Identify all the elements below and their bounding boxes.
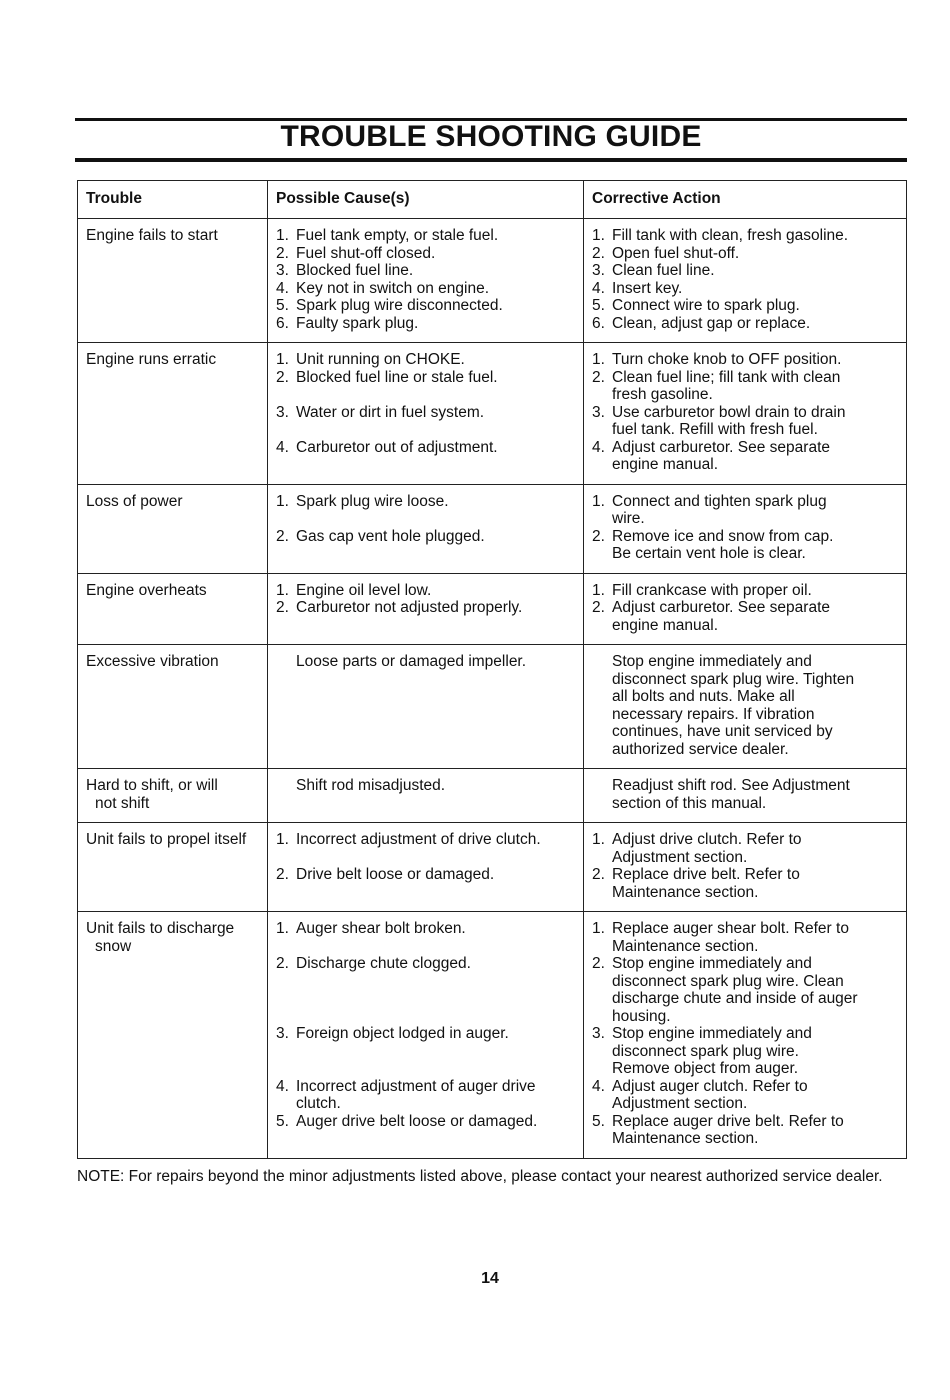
action-text-line: Connect and tighten spark plug: [612, 492, 827, 510]
action-text-line: Adjust carburetor. See separate: [612, 599, 830, 616]
cause-item-number: 2.: [276, 527, 289, 545]
action-item-number: 3.: [592, 1025, 605, 1042]
cause-item-number: 1.: [276, 227, 289, 244]
action-item-text: [612, 866, 898, 901]
action-item-number: 1.: [592, 831, 605, 848]
header-corrective-action: Corrective Action: [584, 181, 907, 219]
page-number: 14: [481, 1270, 499, 1287]
cause-text-line: Spark plug wire disconnected.: [296, 297, 503, 314]
cause-text-line: Fuel tank empty, or stale fuel.: [296, 227, 499, 244]
action-item: [592, 262, 898, 280]
action-item-number: 6.: [592, 314, 605, 332]
action-item: [592, 831, 898, 866]
cause-text-line: Loose parts or damaged impeller.: [296, 653, 527, 670]
action-item-text: [612, 262, 898, 280]
action-item: [592, 493, 898, 528]
cause-item-text: [296, 528, 575, 546]
action-text-line: disconnect spark plug wire. Tighten: [612, 670, 855, 688]
title-rule-bottom: [75, 158, 907, 162]
cause-text-line: Engine oil level low.: [296, 581, 432, 599]
action-item: [592, 653, 898, 758]
action-item-number: 4.: [592, 438, 605, 456]
action-text-line: engine manual.: [612, 456, 718, 473]
action-item-number: [592, 777, 612, 812]
action-item-number: 2.: [592, 866, 605, 883]
cause-cell: [268, 484, 584, 573]
cause-text-line: Carburetor out of adjustment.: [296, 438, 498, 456]
action-item: [592, 439, 898, 474]
action-text-line: Clean fuel line; fill tank with clean: [612, 368, 841, 386]
action-item-text: [612, 297, 898, 315]
cause-item-number: 1.: [276, 831, 289, 848]
action-item-text: [612, 404, 898, 439]
action-text-line: Maintenance section.: [612, 883, 759, 901]
action-text-line: Adjustment section.: [612, 848, 748, 866]
action-cell: [584, 219, 907, 343]
cause-item: [276, 351, 575, 369]
action-item: [592, 315, 898, 333]
action-text-line: Insert key.: [612, 279, 683, 297]
cause-item-number: 2.: [276, 244, 289, 262]
cause-text-line: Spark plug wire loose.: [296, 492, 449, 510]
cause-item-number: 2.: [276, 368, 289, 386]
cause-item: [276, 955, 575, 973]
action-item-number: 3.: [592, 262, 605, 279]
action-text-line: Maintenance section.: [612, 937, 759, 955]
action-text-line: Fill crankcase with proper oil.: [612, 581, 812, 599]
table-row: [78, 769, 907, 823]
action-text-line: authorized service dealer.: [612, 740, 789, 758]
action-text-line: necessary repairs. If vibration: [612, 705, 815, 723]
cause-item-text: [296, 315, 575, 333]
cause-text-line: Unit running on CHOKE.: [296, 351, 465, 368]
cause-item-number: 4.: [276, 1077, 289, 1095]
cause-cell: [268, 769, 584, 823]
cause-item: [276, 1078, 575, 1113]
action-text-line: engine manual.: [612, 616, 718, 634]
cause-text-line: Key not in switch on engine.: [296, 279, 490, 297]
action-item: [592, 1113, 898, 1148]
cause-text-line: Gas cap vent hole plugged.: [296, 527, 485, 545]
action-item-text: [612, 777, 898, 812]
action-text-line: Use carburetor bowl drain to drain: [612, 403, 846, 421]
action-item-text: [612, 493, 898, 528]
trouble-text-line: Engine fails to start: [86, 227, 218, 244]
action-text-line: wire.: [612, 510, 645, 527]
cause-item: [276, 866, 575, 884]
cause-item: [276, 439, 575, 457]
cause-item-number: 5.: [276, 297, 289, 314]
cause-text-line: Blocked fuel line or stale fuel.: [296, 368, 498, 386]
trouble-cell: [78, 343, 268, 485]
action-text-line: Clean fuel line.: [612, 262, 715, 279]
cause-item-number: [276, 653, 296, 671]
cause-item-number: 2.: [276, 599, 289, 616]
cause-item-number: 4.: [276, 279, 289, 297]
table-row: [78, 484, 907, 573]
cause-item-text: [296, 866, 575, 884]
cause-cell: [268, 343, 584, 485]
cause-item-number: 3.: [276, 403, 289, 421]
action-item: [592, 866, 898, 901]
action-cell: [584, 573, 907, 645]
cause-item: [276, 831, 575, 849]
line-spacer: [276, 1043, 575, 1061]
cause-item-text: [296, 599, 575, 617]
action-item-number: 1.: [592, 581, 605, 599]
action-text-line: Remove ice and snow from cap.: [612, 527, 834, 545]
action-text-line: Be certain vent hole is clear.: [612, 545, 806, 562]
cause-cell: [268, 912, 584, 1159]
trouble-text-line: not shift: [95, 794, 150, 812]
cause-text-line: Blocked fuel line.: [296, 262, 414, 279]
action-item-number: 4.: [592, 1077, 605, 1095]
action-text-line: Adjust auger clutch. Refer to: [612, 1077, 808, 1095]
action-item-number: 2.: [592, 955, 605, 972]
action-item-number: [592, 653, 612, 758]
action-text-line: Stop engine immediately and: [612, 955, 812, 972]
line-spacer: [276, 990, 575, 1008]
trouble-text-line: Unit fails to discharge: [86, 920, 235, 937]
trouble-cell: [78, 645, 268, 769]
action-item-number: 1.: [592, 351, 605, 368]
action-cell: [584, 823, 907, 912]
trouble-cell: [78, 573, 268, 645]
action-cell: [584, 769, 907, 823]
action-text-line: Adjust carburetor. See separate: [612, 438, 830, 456]
action-item-number: 5.: [592, 297, 605, 314]
cause-item-text: [296, 653, 575, 671]
action-text-line: Stop engine immediately and: [612, 653, 812, 670]
action-item: [592, 582, 898, 600]
cause-item-number: 2.: [276, 955, 289, 972]
action-item: [592, 297, 898, 315]
trouble-text-line: Unit fails to propel itself: [86, 831, 247, 848]
action-item-number: 2.: [592, 599, 605, 616]
trouble-cell: [78, 912, 268, 1159]
action-item-text: [612, 439, 898, 474]
action-item: [592, 955, 898, 1025]
action-cell: [584, 645, 907, 769]
header-possible-causes: Possible Cause(s): [268, 181, 584, 219]
line-spacer: [276, 510, 575, 528]
action-text-line: housing.: [612, 1007, 671, 1025]
cause-item-text: [296, 369, 575, 387]
cause-item-number: 6.: [276, 314, 289, 332]
cause-text-line: Carburetor not adjusted properly.: [296, 599, 523, 616]
cause-item-number: 1.: [276, 351, 289, 368]
cause-text-line: Drive belt loose or damaged.: [296, 866, 495, 883]
action-text-line: Replace auger drive belt. Refer to: [612, 1112, 844, 1130]
cause-item-number: 4.: [276, 438, 289, 456]
cause-item-number: [276, 777, 296, 795]
action-item-number: 2.: [592, 527, 605, 545]
action-text-line: disconnect spark plug wire.: [612, 1042, 799, 1060]
table-row: [78, 823, 907, 912]
action-text-line: Replace drive belt. Refer to: [612, 866, 800, 883]
action-text-line: Adjust drive clutch. Refer to: [612, 831, 802, 848]
cause-item-text: [296, 297, 575, 315]
cause-item-text: [296, 777, 575, 795]
cause-text-line: clutch.: [296, 1095, 341, 1112]
table-row: [78, 645, 907, 769]
trouble-cell: [78, 769, 268, 823]
action-text-line: Readjust shift rod. See Adjustment: [612, 777, 850, 794]
action-item: [592, 245, 898, 263]
cause-item-number: 1.: [276, 920, 289, 937]
action-cell: [584, 484, 907, 573]
action-item-text: [612, 955, 898, 1025]
action-item-number: 1.: [592, 492, 605, 510]
cause-cell: [268, 573, 584, 645]
action-item-text: [612, 245, 898, 263]
action-item: [592, 920, 898, 955]
line-spacer: [276, 938, 575, 956]
repair-note: NOTE: For repairs beyond the minor adjustments listed above, please contact your nearest authorized service dealer.: [77, 1168, 883, 1185]
cause-item: [276, 280, 575, 298]
table-row: [78, 343, 907, 485]
action-item-number: 2.: [592, 368, 605, 386]
cause-item-number: 3.: [276, 1025, 289, 1042]
cause-item: [276, 599, 575, 617]
cause-item-number: 1.: [276, 492, 289, 510]
action-item-number: 1.: [592, 227, 605, 244]
action-text-line: Stop engine immediately and: [612, 1025, 812, 1042]
cause-item-text: [296, 351, 575, 369]
action-text-line: Replace auger shear bolt. Refer to: [612, 920, 849, 937]
cause-cell: [268, 823, 584, 912]
header-trouble: Trouble: [78, 181, 268, 219]
line-spacer: [276, 386, 575, 404]
cause-text-line: Shift rod misadjusted.: [296, 777, 446, 794]
cause-item: [276, 528, 575, 546]
trouble-text-line: Engine overheats: [86, 581, 207, 599]
cause-item: [276, 404, 575, 422]
trouble-text-line: snow: [95, 937, 132, 955]
cause-text-line: Incorrect adjustment of drive clutch.: [296, 831, 541, 848]
cause-text-line: Faulty spark plug.: [296, 314, 419, 332]
trouble-text-line: Engine runs erratic: [86, 351, 217, 368]
action-text-line: Turn choke knob to OFF position.: [612, 351, 842, 368]
cause-text-line: Discharge chute clogged.: [296, 955, 471, 972]
action-item-text: [612, 1113, 898, 1148]
cause-item-text: [296, 955, 575, 973]
trouble-text-line: Hard to shift, or will: [86, 777, 218, 794]
cause-item-number: 5.: [276, 1112, 289, 1130]
cause-item: [276, 582, 575, 600]
cause-cell: [268, 645, 584, 769]
table-row: [78, 573, 907, 645]
cause-cell: [268, 219, 584, 343]
cause-item: [276, 1113, 575, 1131]
cause-text-line: Foreign object lodged in auger.: [296, 1025, 509, 1042]
cause-item: [276, 369, 575, 387]
cause-item-text: [296, 280, 575, 298]
action-item-text: [612, 280, 898, 298]
action-item-number: 3.: [592, 403, 605, 421]
action-item-number: 5.: [592, 1112, 605, 1130]
action-text-line: section of this manual.: [612, 794, 767, 812]
cause-item-text: [296, 227, 575, 245]
action-item: [592, 369, 898, 404]
cause-item: [276, 1025, 575, 1043]
table-row: [78, 912, 907, 1159]
troubleshooting-table-container: [77, 180, 906, 1159]
action-item: [592, 1025, 898, 1078]
action-item-text: [612, 831, 898, 866]
cause-item: [276, 653, 575, 671]
action-item-text: [612, 1025, 898, 1078]
trouble-cell: [78, 484, 268, 573]
action-item: [592, 280, 898, 298]
table-body: [78, 219, 907, 1159]
action-text-line: Clean, adjust gap or replace.: [612, 314, 811, 332]
action-text-line: Open fuel shut-off.: [612, 244, 740, 262]
trouble-text-line: Loss of power: [86, 492, 183, 510]
cause-text-line: Auger shear bolt broken.: [296, 920, 466, 937]
cause-item-text: [296, 245, 575, 263]
action-text-line: Adjustment section.: [612, 1095, 748, 1112]
trouble-cell: [78, 823, 268, 912]
line-spacer: [276, 1008, 575, 1026]
action-item-text: [612, 351, 898, 369]
cause-item: [276, 920, 575, 938]
action-cell: [584, 343, 907, 485]
action-item: [592, 351, 898, 369]
action-item: [592, 227, 898, 245]
action-item: [592, 599, 898, 634]
table-header-row: [78, 181, 907, 219]
line-spacer: [276, 421, 575, 439]
cause-item-number: 1.: [276, 581, 289, 599]
action-item-number: 1.: [592, 920, 605, 937]
troubleshooting-table: [77, 180, 907, 1159]
cause-item: [276, 262, 575, 280]
cause-item-text: [296, 262, 575, 280]
cause-item-text: [296, 831, 575, 849]
cause-text-line: Auger drive belt loose or damaged.: [296, 1112, 538, 1130]
action-item-text: [612, 369, 898, 404]
cause-item-text: [296, 920, 575, 938]
action-item: [592, 1078, 898, 1113]
action-item-text: [612, 653, 898, 758]
action-text-line: Connect wire to spark plug.: [612, 297, 800, 314]
cause-item-text: [296, 1113, 575, 1131]
trouble-cell: [78, 219, 268, 343]
cause-item-text: [296, 1025, 575, 1043]
action-text-line: Remove object from auger.: [612, 1060, 799, 1077]
action-item-text: [612, 315, 898, 333]
action-text-line: discharge chute and inside of auger: [612, 990, 858, 1007]
action-text-line: all bolts and nuts. Make all: [612, 688, 795, 705]
action-text-line: Maintenance section.: [612, 1130, 759, 1147]
action-item-number: 2.: [592, 244, 605, 262]
cause-item-number: 3.: [276, 262, 289, 279]
action-item-text: [612, 599, 898, 634]
cause-text-line: Water or dirt in fuel system.: [296, 403, 485, 421]
line-spacer: [276, 849, 575, 867]
cause-item-text: [296, 404, 575, 422]
cause-item-text: [296, 582, 575, 600]
line-spacer: [276, 1060, 575, 1078]
action-item-text: [612, 227, 898, 245]
cause-item-text: [296, 439, 575, 457]
cause-text-line: Fuel shut-off closed.: [296, 244, 436, 262]
action-text-line: fresh gasoline.: [612, 386, 713, 403]
cause-item: [276, 245, 575, 263]
action-text-line: disconnect spark plug wire. Clean: [612, 972, 844, 990]
action-item: [592, 528, 898, 563]
cause-item-number: 2.: [276, 866, 289, 883]
cause-text-line: Incorrect adjustment of auger drive: [296, 1077, 536, 1095]
cause-item-text: [296, 493, 575, 511]
cause-item: [276, 777, 575, 795]
cause-item-text: [296, 1078, 575, 1113]
cause-item: [276, 493, 575, 511]
action-text-line: Fill tank with clean, fresh gasoline.: [612, 227, 849, 244]
action-item-text: [612, 1078, 898, 1113]
action-cell: [584, 912, 907, 1159]
action-item-text: [612, 920, 898, 955]
table-row: [78, 219, 907, 343]
cause-item: [276, 297, 575, 315]
cause-item: [276, 315, 575, 333]
action-item: [592, 404, 898, 439]
action-text-line: fuel tank. Refill with fresh fuel.: [612, 421, 818, 438]
page-title: TROUBLE SHOOTING GUIDE: [280, 120, 702, 153]
action-item-text: [612, 582, 898, 600]
trouble-text-line: Excessive vibration: [86, 653, 219, 670]
action-item: [592, 777, 898, 812]
action-text-line: continues, have unit serviced by: [612, 723, 833, 740]
cause-item: [276, 227, 575, 245]
action-item-text: [612, 528, 898, 563]
action-item-number: 4.: [592, 279, 605, 297]
line-spacer: [276, 973, 575, 991]
